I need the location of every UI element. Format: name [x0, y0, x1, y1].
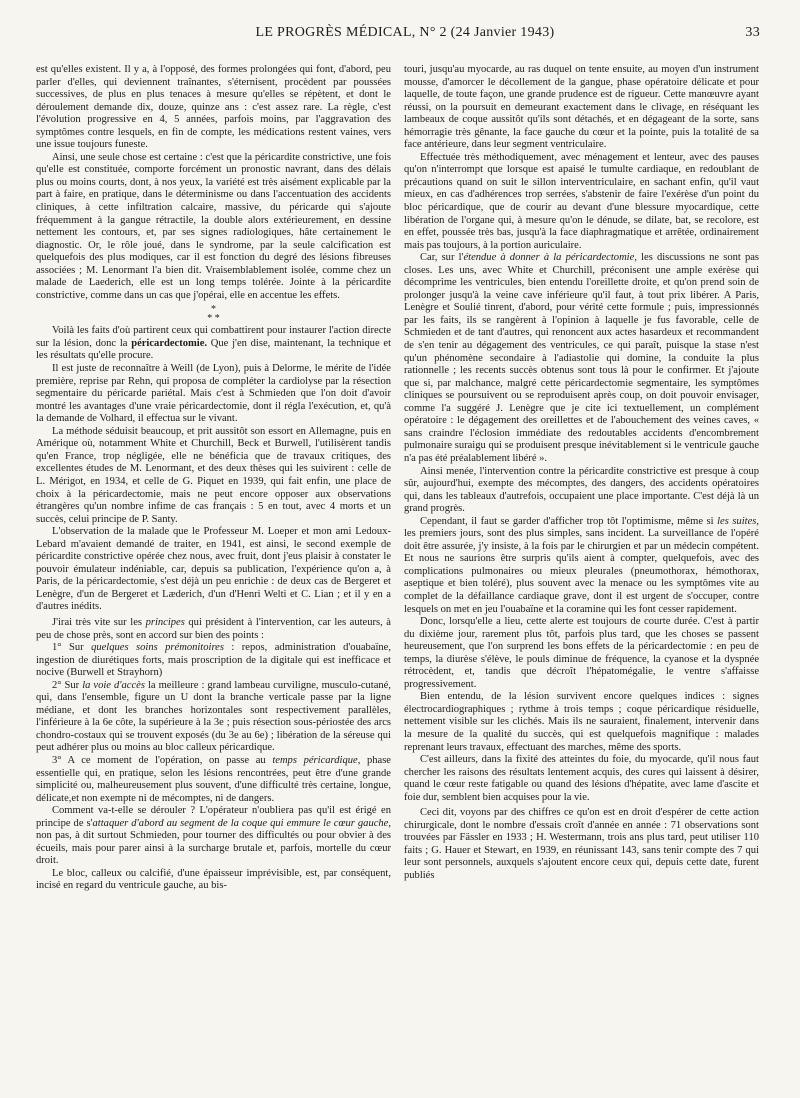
italic-term: temps péricardique: [272, 754, 358, 766]
text-run: Cependant, il faut se garder d'afficher trop tôt l'optimisme, même si: [420, 515, 718, 527]
text-run: la meilleure : grand lambeau curviligne, musculo-cutané, qui, dans l'ensemble, figure un U dont la branche verticale passe par la ligne médiane, et dont les branches horizontales sont respectivement parallèles, l'inférieure à la 6e côte, la supérieure à la 3e ; puis résection sous-périostée des arcs chondro-costaux qui se trouvent exposés (du 3e au 6e) ; libération de la séreuse qui peut adhérer plus ou moins au bloc calleux péricardique.: [36, 679, 391, 754]
paragraph: [36, 325, 391, 363]
list-item: [36, 755, 391, 805]
running-header: [54, 25, 760, 47]
text-run: , phase essentielle qui, en pratique, selon les lésions rencontrées, peut être d'une grande simplicité ou, malheureusement plus souvent, d'une difficulté très certaine, longue, délicate,et non exempte ni de mécomptes, ni de dangers.: [36, 754, 391, 804]
left-column: [36, 64, 391, 893]
paragraph: Donc, lorsqu'elle a lieu, cette alerte est toujours de courte durée. C'est à partir du dixième jour, rarement plus tôt, parfois plus tard, que les choses se passent heureusement, que l'on surprend les bons effets de la péricardectomie : en peu de temps, la diurèse s'élève, le pouls diminue de fréquence, la cyanose et la dyspnée rétrocèdent, et, tandis que décroît l'hépatomégalie, le ventre s'affaisse progressivement.: [404, 616, 759, 690]
paragraph: Le bloc, calleux ou calcifié, d'une épaisseur imprévisible, est, par conséquent, incisé en regard du ventricule gauche, au bis-: [36, 867, 391, 892]
paragraph: [36, 617, 391, 642]
text-run: J'irai très vite sur les: [52, 616, 146, 628]
text-run: : repos, administration d'ouabaïne, ingestion de diurétiques forts, mais proscription de la digitale qui est inefficace et nocive (Burwell et Strayhorn): [36, 642, 391, 679]
text-run: 2° Sur: [52, 679, 83, 691]
asterism-bottom: * *: [207, 313, 220, 325]
journal-title: LE PROGRÈS MÉDICAL, N° 2 (24 Janvier 1943): [255, 25, 555, 40]
paragraph: [404, 516, 759, 616]
paragraph: La méthode séduisit beaucoup, et prit aussitôt son essort en Allemagne, puis en Amérique où, notamment White et Churchill, Beck et Burwell, l'utilisèrent tandis qu'en France, trop négligée, elle ne bénéficia que de travaux critiques, des excellentes études de M. Lenormant, et des deux thèses qui les suivirent : celle de L. Mérigot, en 1934, et celle de G. Piquet en 1939, qui fait enfin, une place de choix à la péricardectomie, mais ne peut encore opposer aux observations étrangères qu'un nombre infime de cas français : 5 en tout, avec 4 morts et un succès, celui principe de P. Santy.: [36, 425, 391, 525]
paragraph: Ainsi, une seule chose est certaine : c'est que la péricardite constrictive, une fois qu'elle est constituée, comporte forcément un pronostic navrant, dans des délais plus ou moins courts, dont, à nos yeux, la variété est très aisément explicable par la part à faire, en pratique, dans le déterminisme ou dans l'accentuation des accidents cliniques, à cette infiltration calcaire, massive, du péricarde qui s'ajoute fréquemment à la gangue rétractile, la double alors extérieurement, en dessine nettement les contours, et, par ses signes radiologiques, hâte certainement le diagnostic. Or, le rôle joué, dans le syndrome, par la seule calcification est quelquefois des plus modiques, car il est fonction du degré des lésions fibreuses associées ; M. Lenormant l'a bien dit. Vraisemblablement isolée, comme chez un malade de Laederich, elle est un long temps tolérée. Jointe à la péricardite constrictive, comme dans un cas que j'opérai, elle en accentue les effets.: [36, 151, 391, 301]
italic-term: principes: [145, 616, 185, 628]
paragraph: est qu'elles existent. Il y a, à l'opposé, des formes prolongées qui font, d'abord, peu parler d'elles, qui deviennent traînantes, s'éternisent, procèdent par poussées successives, de plus en plus tenaces à mesure qu'elles se répètent, et dont le déroulement demande dix, douze, quinze ans : c'est assez rare. La règle, c'est l'évolution progressive en 4, 5 années, parfois moins, par l'aggravation des symptômes contre lesquels, en fin de compte, les médications restent vaines, vers une issue toujours funeste.: [36, 64, 391, 151]
paragraph: [404, 252, 759, 465]
paragraph: Ainsi menée, l'intervention contre la péricardite constrictive est presque à coup sûr, aujourd'hui, exempte des mécomptes, des dangers, des accidents opératoires qui, dans les tableaux d'autrefois, occupaient une place importante. C'est déjà là un grand progrès.: [404, 465, 759, 515]
text-run: Car, sur l': [420, 252, 464, 264]
paragraph: Il est juste de reconnaître à Weill (de Lyon), puis à Delorme, le mérite de l'idée première, reprise par Rehn, qui proposa de compléter la cardiolyse par la résection segmentaire du péricarde pariétal. Mais c'est à Schmieden que l'on doit d'avoir montré les avantages d'une vraie péricardectomie, dont il régla l'exécution, et, qu'à la demande de Volhard, il effectua sur le vivant.: [36, 363, 391, 425]
text-run: qui président à l'intervention, car les auteurs, à peu de chose près, sont en accord sur bien des points :: [36, 616, 391, 641]
list-item: [36, 680, 391, 755]
text-run: , non pas, à dit surtout Schmieden, pour tourner des difficultés ou pour obvier à des écueils, mais pour parer ainsi à la surcharge brutale et, parfois, mortelle du cœur droit.: [36, 817, 391, 867]
italic-term: la voie d'accès: [82, 679, 145, 691]
italic-term: attaquer d'abord au segment de la coque qui emmure le cœur gauche: [92, 817, 389, 829]
asterism-separator: [36, 305, 391, 323]
text-run: Voilà les faits d'où partirent ceux qui combattirent pour instaurer l'action directe sur la lésion, donc la: [36, 325, 391, 349]
paragraph: [36, 805, 391, 868]
paragraph: Effectuée très méthodiquement, avec ménagement et lenteur, avec des pauses qu'on n'interrompt que lorsque est apaisé le tumulte cardiaque, en redoublant de précautions quand on suit le sillon interventriculaire, en sachant enfin, qu'il vaut mieux, en cas d'adhérences trop serrées, s'abstenir de faire l'exérèse d'un point du bloc péricardique, que de courir au devant d'une blessure myocardique, cette libération de l'organe qui, à mesure qu'on le dénude, se dilate, bat, se recolore, est en effet, poussée très bas, jusqu'à la face diaphragmatique et arrêtée, ordinairement mais pas toujours, à la portion auriculaire.: [404, 151, 759, 251]
text-run: Que j'en dise, maintenant, la technique et les résultats qu'elle procure.: [36, 337, 391, 362]
right-column: [404, 64, 759, 883]
text-run: , les discussions ne sont pas closes. Les uns, avec White et Churchill, préconisent une ample exérèse qui décomprime les ventricules, bien entendu l'oreillette droite, et qu'on prend soin de prolonger jusqu'à la veine cave inférieure qu'il faut, à tout prix libérer. A Paris, Lenègre et Soulié tinrent, d'abord, pour vérité cette formule ; puis, impressionnés par les faits, ils se rangèrent à l'opinion à laquelle je fus favorable, celle de Schmieden et de tant d'autres, qui renoncent aux actes hasardeux et recommandent de s'en tenir au dégagement des ventricules, ce qui paraît, puisque la stase n'est qu'un phénomène secondaire à l'adiastolie qui domine, la conduite la plus rationnelle ; les recents succès obtenus sont tous là pour le confirmer. Et j'ajoute que si, par malchance, malgré cette péricardectomie segmentaire, les symptômes cliniques se poursuivent ou se reproduisent après coup, on doit pouvoir envisager, comme l'a suggéré J. Lenègre que je cite ici textuellement, un complément opératoire : le dégagement des oreillettes et de l'abouchement des veines caves, « sans craindre l'éclosion immédiate des redoutables accidents d'encombrement pulmonaire suraigu qui se produisent presque inévitablement si le ventricule gauche n'a pas été préalablement libéré ».: [404, 252, 760, 464]
italic-term: quelques soins prémonitoires: [91, 642, 224, 654]
italic-term: les suites: [717, 515, 757, 527]
italic-term: étendue à donner à la péricardectomie: [463, 252, 635, 264]
paragraph: L'observation de la malade que le Professeur M. Loeper et mon ami Ledoux-Lebard m'avaient demandé de traiter, en 1941, est ainsi, le second exemple de péricardite constrictive opérée chez nous, avec fruit, dont j'eus plaisir à constater le pouvoir émulateur indéniable, car, depuis sa publication, l'expérience qu'on a, à Paris, de la péricardectomie, s'est déjà un peu enrichie : de deux cas de Bergeret et Lenègre, d'un de Bergeret et Læderich, d'un d'Henri Welti et C. Lian ; et il y en a d'autres inédits.: [36, 526, 391, 613]
bold-term: péricardectomie.: [131, 337, 208, 349]
list-item: [36, 642, 391, 680]
paragraph: Bien entendu, de la lésion survivent encore quelques indices : signes électrocardiographiques ; rythme à trois temps ; coque péricardique résiduelle, nettement visible sur les clichés. Mais ils ne sauraient, finalement, intervenir dans la mesure de la qualité du succès, qui est quelquefois magnifique : malades reprenant leurs travaux, effectuant des marches, même des sports.: [404, 691, 759, 753]
text-run: 1° Sur: [52, 642, 92, 654]
paragraph: touri, jusqu'au myocarde, au ras duquel on tente ensuite, au moyen d'un instrument mousse, d'amorcer le décollement de la gangue, phase opératoire délicate et pour laquelle, de toute façon, une grande prudence est de rigueur. Cette manœuvre ayant réussi, on la poursuit en demeurant exactement dans le clivage, en réséquant les lambeaux de coque aussitôt qu'ils sont détachés, et en dégageant de la sorte, sans hémorragie très gênante, la face gauche du cœur et la pointe, puis la totalité de sa face antérieure, dans leur segment ventriculaire.: [404, 64, 759, 151]
paragraph: C'est ailleurs, dans la fixité des atteintes du foie, du myocarde, qu'il nous faut chercher les raisons des résultats lentement acquis, des cures qui laissent à désirer, quand le cœur reste fatigable ou quand des lésions d'hépatite, avec lame d'ascite et foie dur, semblent bien acquises pour la vie.: [404, 754, 759, 803]
page-number: 33: [745, 25, 760, 40]
text-run: , les premiers jours, sont des plus simples, sans incident. La surveillance de l'opéré doit être assurée, j'y insiste, à la fois par le chirurgien et par un médecin compétent. Et nous ne saurions être surpris qu'ils aient à compter, quelquefois, avec des complications pulmonaires ou mieux pleurales (pneumothorax, hémothorax, aseptique et bien toléré), plus souvent avec la menace ou les symptômes vite au complet de la défaillance cardiaque grave, dont il est urgent de s'occuper, contre lesquels on met en jeu l'ouabaïne et la coramine qui les font cesser rapidement.: [404, 515, 759, 615]
text-run: 3° A ce moment de l'opération, on passe au: [52, 754, 273, 766]
paragraph: Ceci dit, voyons par des chiffres ce qu'on est en droit d'espérer de cette action chirurgicale, dont le nombre d'essais croît d'année en année : 71 observations sont trouvées par Fässler en 1933 ; H. Westermann, trois ans plus tard, peut utiliser 110 faits ; G. Hauer et Stewart, en 1939, en réunissant 143, sans tenir compte des 7 qui leur sont personnels, auxquels s'ajoutent encore ceux qui, depuis cette date, furent publiés: [404, 807, 759, 881]
asterism-top: *: [211, 304, 216, 316]
text-run: Comment va-t-elle se dérouler ? L'opérateur n'oubliera pas qu'il est érigé en principe de s': [36, 805, 391, 829]
